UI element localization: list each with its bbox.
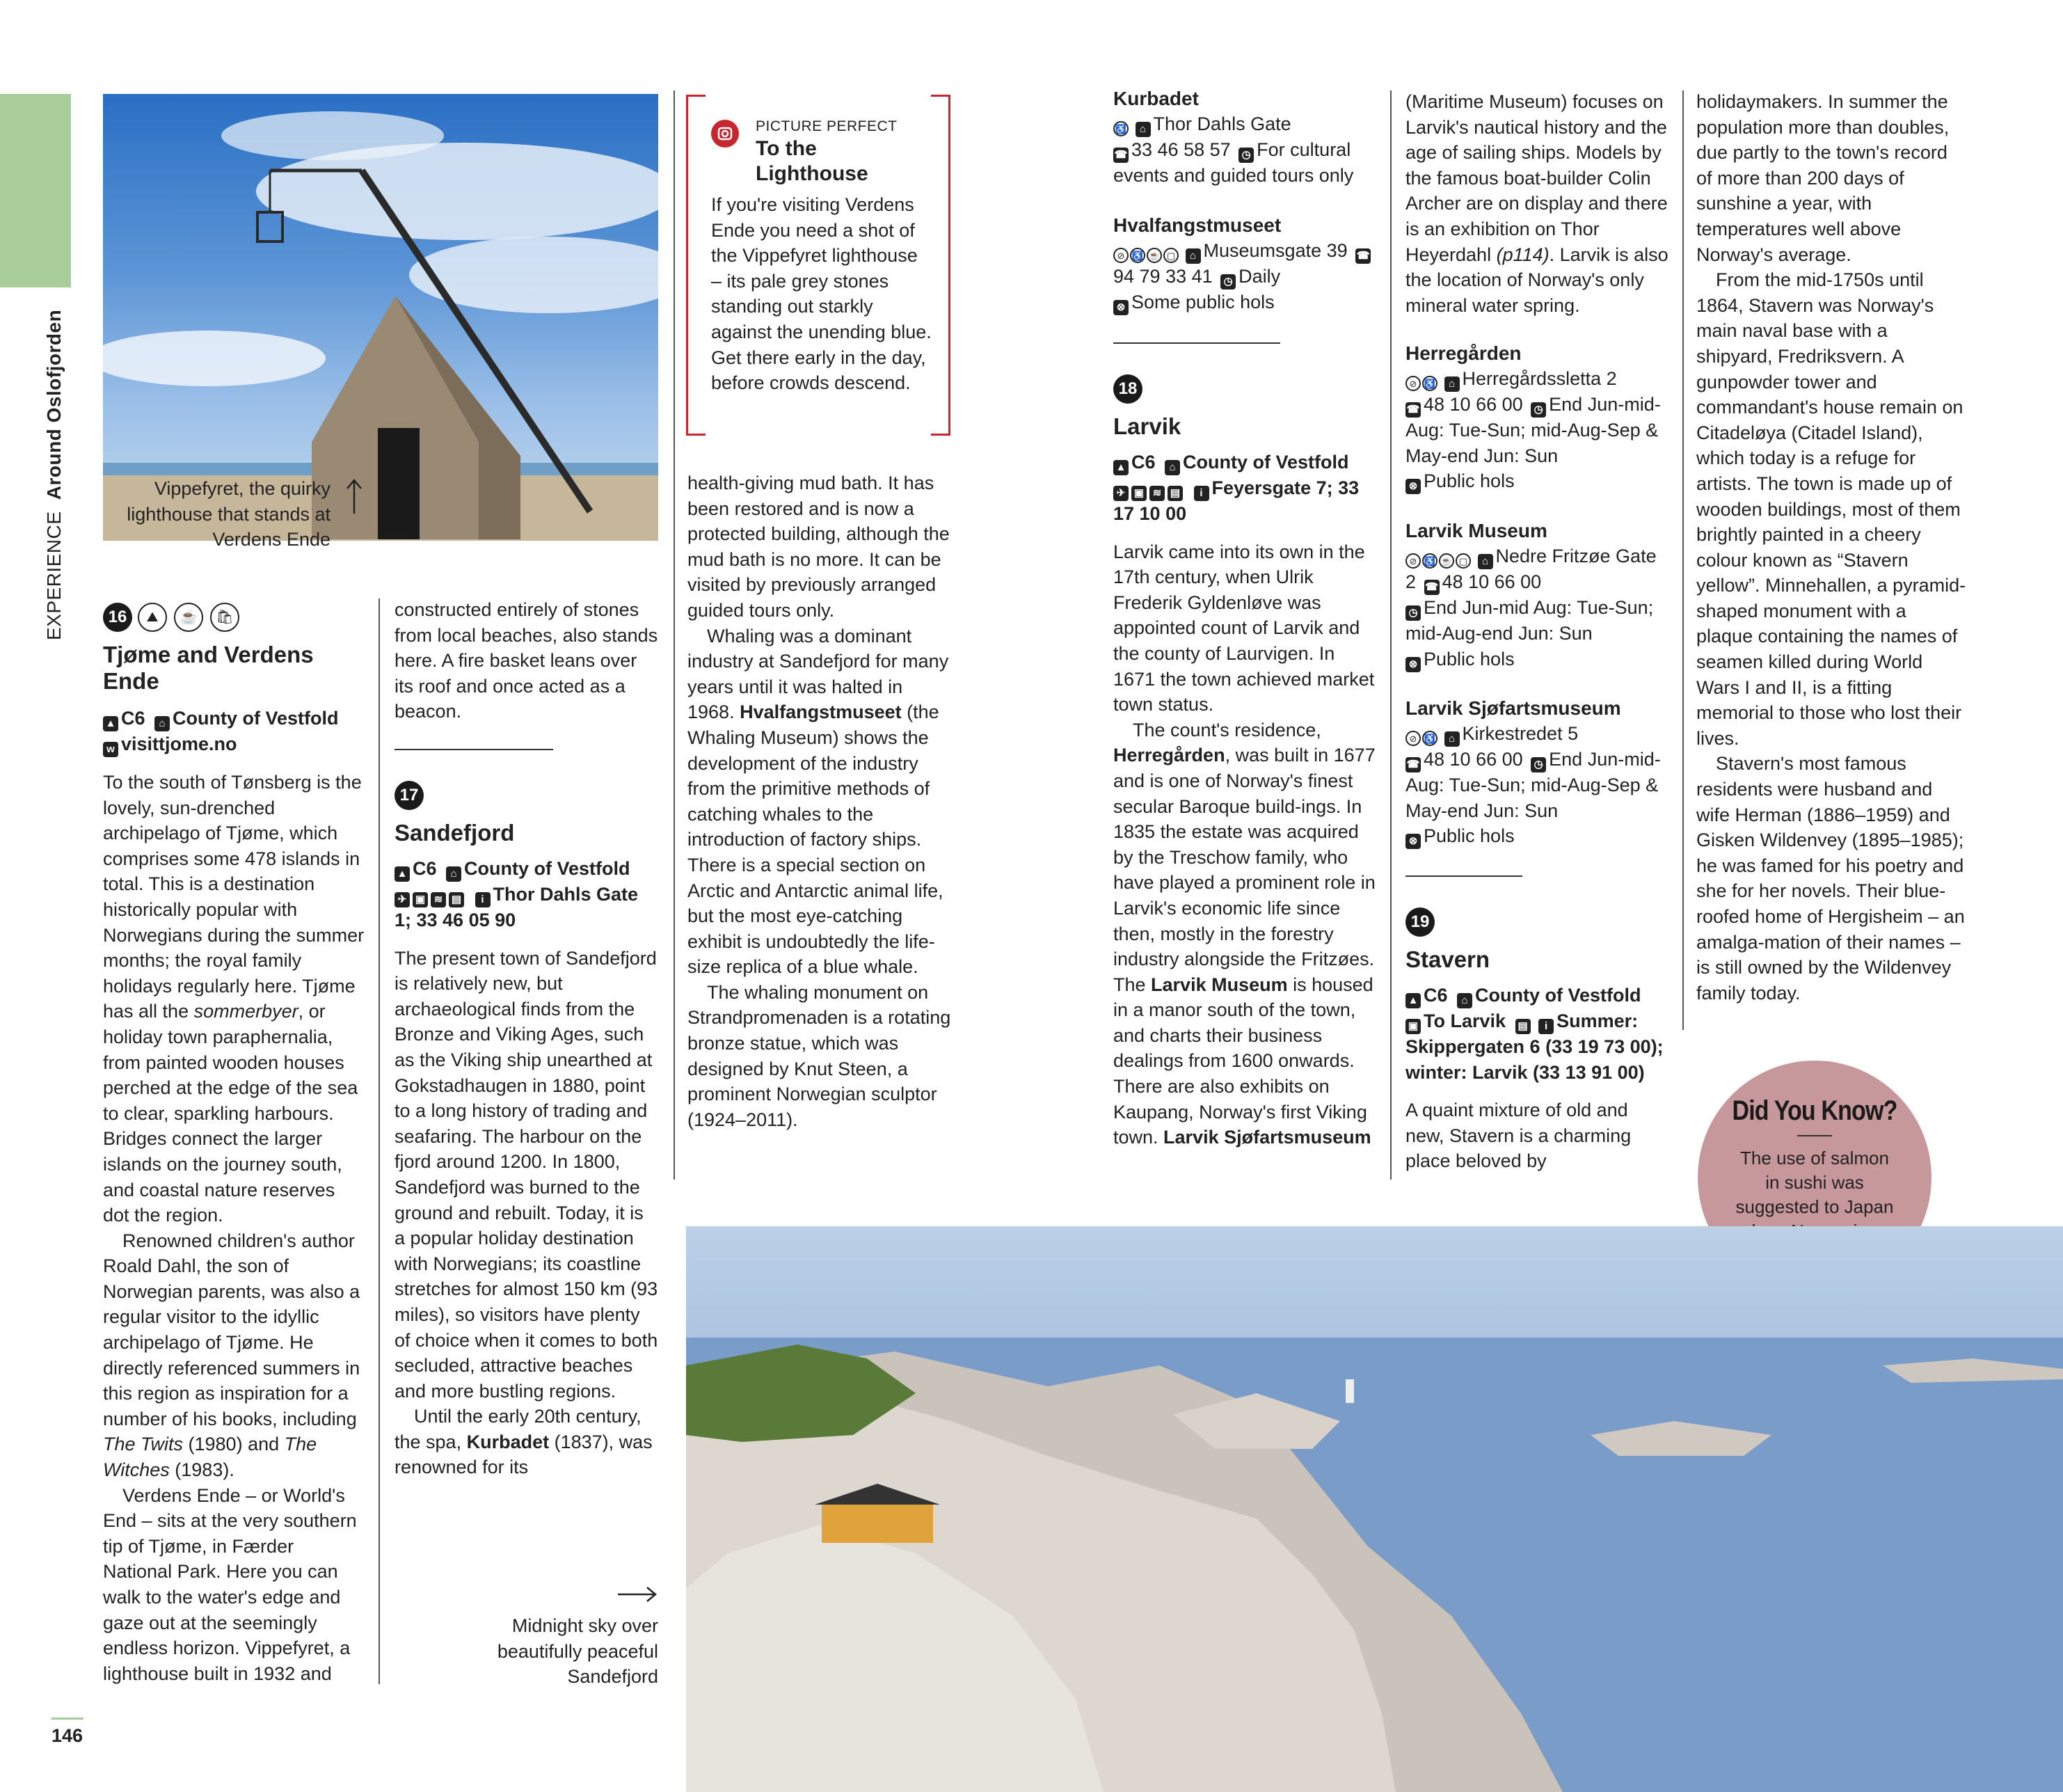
no-photography-icon: ⊘ — [1405, 376, 1421, 391]
sidebar-accent-bar — [0, 94, 71, 287]
sandefjord-photo — [686, 1226, 2063, 1792]
phone-icon: ☎ — [1113, 148, 1129, 163]
section-title: Larvik — [1113, 413, 1181, 439]
did-you-know-text: The use of salmon in sushi was suggested to Japan — [1735, 1148, 1894, 1217]
lighthouse-caption: Vippefyret, the quirky lighthouse that stands at Verdens Ende — [127, 478, 330, 550]
map-grid-icon: ▲ — [395, 866, 410, 882]
wheelchair-icon: ♿ — [1422, 376, 1437, 391]
listing-details: ⊘ ♿ ☕ ▢ ⌂ Nedre Fritzøe Gate 2 ☎ 48 10 66 00 ◷ End Jun-mid Aug: Tue-Sun; mid-Aug-end Jun: Sun ⊗ Public hols — [1405, 544, 1670, 672]
picture-perfect-box — [686, 95, 950, 436]
section-info: ▲ C6 ⌂ County of Vestfold ▣ To Larvik ▤ i Summer: Skippergaten 6 (33 19 73 00); winter: Larvik (33 13 91 00) — [1405, 985, 1664, 1083]
listing-name: Herregården — [1405, 342, 1522, 364]
cafe-icon: ☕ — [174, 603, 203, 632]
section-18-continued: (Maritime Museum) focuses on Larvik's nautical history and the age of sailing ships. Models by the famous boat-builder Colin Archer are on display and there is an exhibition on Thor Heyerdahl (p114). Larvik is also the location of Norway's only mineral water spring. — [1405, 91, 1668, 316]
picture-perfect-text: If you're visiting Verdens Ende you need a shot of the Vippefyret lighthouse – its pale grey stones standing out starkly against the unending blue. Get there early in the day, before crowds descend. — [711, 194, 932, 394]
section-number: 18 — [1113, 374, 1142, 404]
section-divider — [1113, 342, 1280, 344]
closed-icon: ⊗ — [1405, 479, 1421, 494]
ferry-icon: ≋ — [431, 892, 446, 907]
section-info: ▲ C6 ⌂ County of Vestfold ✈ ▣ ≋ ▤ i Thor Dahls Gate 1; 33 46 05 90 — [395, 858, 639, 930]
column-separator — [379, 598, 380, 1684]
wheelchair-icon: ♿ — [1113, 121, 1129, 136]
phone-icon: ☎ — [1424, 580, 1440, 595]
phone-icon: ☎ — [1355, 248, 1371, 264]
larvik-museum-listing — [1405, 518, 1670, 672]
camera-icon — [711, 120, 739, 148]
shop-icon: 🛍 — [210, 603, 239, 632]
section-title: Stavern — [1405, 946, 1490, 972]
train-icon: ▣ — [1131, 486, 1147, 501]
section-19-continued: holidaymakers. In summer the population more than doubles, due partly to the town's record of more than 200 days of sunshine a year, with temperatures well above Norway's average. From the mid-1750s until 1864, Stavern was Norway's main naval base with a shipyard, Fredriksvern. A gunpowder tower and commandant's house remain on Citadeløya (Citadel Island), which today is a refuge for artists. The town is made up of wooden buildings, most of them brightly painted in a cheery colour known as “Stavern yellow”. Minnehallen, a pyramid-shaped monument with a plaque containing the names of seamen killed during World Wars I and II, is a fitting memorial to those who lost their lives. Stavern's most famous residents were husband and wife Herman (1886–1959) and Gisken Wildenvey (1895–1985); he was famed for his poetry and she for her novels. Their blue-roofed home of Hergisheim – an amalga-mation of their names – is still owned by the Wildenvey family today. — [1696, 91, 1966, 1004]
closed-icon: ⊗ — [1113, 300, 1129, 315]
right-arrow-icon — [616, 1585, 658, 1607]
chapter-label: Around Oslofjorden — [43, 309, 65, 500]
kurbadet-listing — [1113, 86, 1378, 189]
map-grid-icon: ▲ — [1405, 993, 1421, 1008]
location-icon: ⌂ — [1478, 554, 1493, 569]
section-divider — [1405, 875, 1522, 877]
phone-icon: ☎ — [1405, 402, 1421, 418]
location-icon: ⌂ — [1136, 122, 1151, 137]
bus-icon: ▤ — [449, 892, 464, 907]
section-info: ▲ C6 ⌂ County of Vestfold w visittjome.no — [103, 706, 365, 757]
cafe-icon: ☕ — [1147, 248, 1162, 263]
info-icon: i — [1194, 486, 1209, 501]
info-icon: i — [1538, 1019, 1554, 1034]
wheelchair-icon: ♿ — [1422, 553, 1437, 569]
herregarden-listing — [1405, 341, 1670, 494]
page-number: 146 — [51, 1718, 83, 1747]
plane-icon: ✈ — [395, 892, 410, 907]
location-icon: ⌂ — [1186, 248, 1201, 264]
no-photography-icon: ⊘ — [1405, 553, 1421, 569]
hiking-icon: ⛰ — [138, 603, 167, 632]
location-icon: ⌂ — [446, 866, 461, 882]
wheelchair-icon: ♿ — [1422, 731, 1437, 746]
clock-icon: ◷ — [1238, 148, 1254, 163]
hvalfangst-listing — [1113, 213, 1378, 315]
section-body: To the south of Tønsberg is the lovely, sun-drenched archipelago of Tjøme, which comprises some 478 islands in total. This is a destination historically popular with Norwegians during the summer months; the royal family holidays regularly here. Tjøme has all the sommerbyer, or holiday town paraphernalia, from painted wooden houses perched at the edge of the sea to clear, sparkling harbours. Bridges connect the larger islands on the journey south, and coastal nature reserves dot the region. Renowned children's author Roald Dahl, the son of Norwegian parents, was also a regular visitor to the idyllic archipelago of Tjøme. He directly referenced summers in this region as inspiration for a number of his books, including The Twits (1980) and The Witches (1983). Verdens Ende – or World's End – sits at the very southern tip of Tjøme, in Færder National Park. Here you can walk to the water's edge and gaze out at the seemingly endless horizon. Vippefyret, a lighthouse built in 1932 and — [103, 772, 365, 1684]
location-icon: ⌂ — [1444, 376, 1460, 392]
section-body: A quaint mixture of old and new, Stavern is a charming place beloved by — [1405, 1100, 1632, 1172]
column-separator — [1390, 90, 1392, 1180]
train-icon: ▣ — [413, 892, 428, 907]
map-grid-icon: ▲ — [1113, 460, 1129, 475]
section-16 — [103, 603, 365, 1686]
section-number: 16 — [103, 603, 132, 632]
coast-illustration — [686, 1226, 2063, 1792]
clock-icon: ◷ — [1531, 402, 1546, 418]
column-separator — [1682, 90, 1684, 1030]
section-17 — [395, 781, 659, 1480]
picture-perfect-kicker: PICTURE PERFECT — [756, 118, 898, 134]
cafe-icon: ☕ — [1439, 553, 1454, 569]
bus-icon: ▤ — [1515, 1019, 1531, 1034]
listing-name: Hvalfangstmuseet — [1113, 214, 1282, 236]
clock-icon: ◷ — [1531, 757, 1546, 772]
listing-name: Larvik Sjøfartsmuseum — [1405, 697, 1621, 719]
section-title: Sandefjord — [395, 820, 515, 846]
closed-icon: ⊗ — [1405, 834, 1421, 849]
listing-details: ⊘ ♿ ⌂ Kirkestredet 5 ☎ 48 10 66 00 ◷ End Jun-mid-Aug: Tue-Sun; mid-Aug-Sep & May-end Jun: Sun ⊗ Public hols — [1405, 721, 1670, 849]
section-16-continued: constructed entirely of stones from local beaches, also stands here. A fire basket leans over its roof and once acted as a beacon. — [395, 599, 658, 722]
clock-icon: ◷ — [1405, 605, 1421, 621]
section-number: 19 — [1405, 907, 1435, 937]
ferry-icon: ≋ — [1149, 486, 1165, 501]
location-icon: ⌂ — [154, 716, 170, 731]
shop-icon: ▢ — [1163, 248, 1179, 263]
location-icon: ⌂ — [1457, 993, 1472, 1008]
sidebar-chapter-label — [43, 310, 65, 640]
section-body: Larvik came into its own in the 17th century, when Ulrik Frederik Gyldenløve was appointed count of Larvik and the county of Laurvigen. In 1671 the town achieved market town status. The count's residence, Herregården, was built in 1677 and is one of Norway's finest secular Baroque build-ings. In 1835 the estate was acquired by the Treschow family, who have played a prominent role in Larvik's economic life since then, mostly in the forestry industry alongside the Fritzøes. The Larvik Museum is housed in a manor south of the town, and charts their business dealings from 1600 onwards. There are also exhibits on Kaupang, Norway's first Viking town. Larvik Sjøfartsmuseum — [1113, 541, 1376, 1148]
phone-icon: ☎ — [1405, 757, 1421, 772]
sandefjord-caption: Midnight sky over beautifully peaceful Sandefjord — [497, 1615, 658, 1688]
info-icon: i — [475, 892, 491, 907]
picture-perfect-title: To the Lighthouse — [756, 137, 868, 185]
listing-details: ♿ ⌂ Thor Dahls Gate ☎ 33 46 58 57 ◷ For cultural events and guided tours only — [1113, 113, 1354, 186]
plane-icon: ✈ — [1113, 486, 1129, 501]
sjofart-listing — [1405, 696, 1670, 849]
section-18 — [1113, 374, 1379, 1150]
location-icon: ⌂ — [1165, 460, 1180, 475]
did-you-know-title: Did You Know? — [1732, 1095, 1897, 1126]
section-19 — [1405, 907, 1671, 1174]
no-photography-icon: ⊘ — [1113, 248, 1129, 263]
no-photography-icon: ⊘ — [1405, 731, 1421, 746]
lighthouse-illustration — [103, 94, 658, 541]
listing-name: Kurbadet — [1113, 88, 1199, 109]
section-body: The present town of Sandefjord is relatively new, but archaeological finds from the Bronze and Viking Ages, such as the Viking ship unearthed at Gokstadhaugen in 1880, point to a long history of trading and seafaring. The harbour on the fjord around 1200. In 1800, Sandefjord was burned to the ground and rebuilt. Today, it is a popular holiday destination with Norwegians; its coastline stretches for almost 150 km (93 miles), so visitors have plenty of choice when it comes to both secluded, attractive beaches and more bustling regions. Until the early 20th century, the spa, Kurbadet (1837), was renowned for its — [395, 947, 658, 1478]
listing-details: ⊘ ♿ ☕ ▢ ⌂ Museumsgate 39 ☎94 79 33 41 ◷ Daily ⊗ Some public hols — [1113, 238, 1378, 315]
location-icon: ⌂ — [1444, 731, 1460, 747]
section-divider — [395, 749, 553, 750]
shop-icon: ▢ — [1456, 553, 1471, 569]
section-number: 17 — [395, 781, 424, 810]
clock-icon: ◷ — [1220, 274, 1236, 290]
listing-details: ⊘ ♿ ⌂ Herregårdssletta 2 ☎ 48 10 66 00 ◷ End Jun-mid-Aug: Tue-Sun; mid-Aug-Sep & May-end Jun: Sun ⊗ Public hols — [1405, 366, 1670, 494]
wheelchair-icon: ♿ — [1130, 248, 1145, 263]
section-17-continued: health-giving mud bath. It has been restored and is now a protected building, although the mud bath is no more. It can be visited by previously arranged guided tours only. Whaling was a dominant industry at Sandefjord for many years until it was halted in 1968. Hvalfangstmuseet (the Whaling Museum) shows the development of the industry from the primitive methods of catching whales to the introduction of factory ships. There is a special section on Arctic and Antarctic animal life, but the most eye-catching exhibit is undoubtedly the life-size replica of a blue whale. The whaling monument on Strandpromenaden is a rotating bronze statue, which was designed by Knut Steen, a prominent Norwegian sculptor (1924–2011). — [687, 473, 951, 1130]
section-label: EXPERIENCE — [43, 511, 65, 640]
train-icon: ▣ — [1405, 1019, 1421, 1034]
lighthouse-photo — [103, 94, 658, 541]
web-icon: w — [103, 742, 118, 757]
closed-icon: ⊗ — [1405, 657, 1421, 672]
bus-icon: ▤ — [1168, 486, 1183, 501]
column-separator — [674, 90, 675, 1180]
listing-name: Larvik Museum — [1405, 520, 1547, 541]
section-title: Tjøme and Verdens Ende — [103, 642, 314, 694]
map-grid-icon: ▲ — [103, 716, 118, 731]
up-arrow-icon — [345, 477, 363, 518]
section-info: ▲ C6 ⌂ County of Vestfold ✈ ▣ ≋ ▤ i Feyersgate 7; 33 17 10 00 — [1113, 452, 1360, 524]
